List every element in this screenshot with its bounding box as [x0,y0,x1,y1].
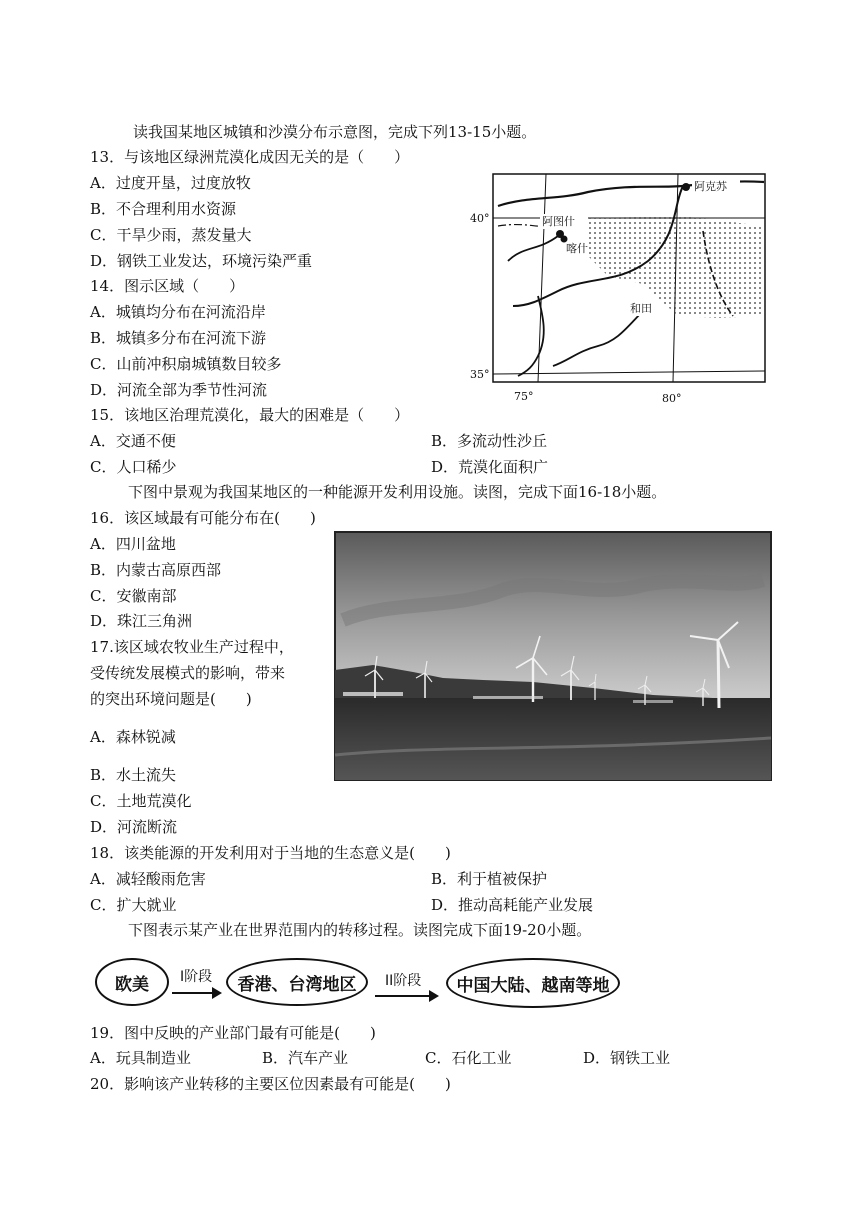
question-13-option-d: D．钢铁工业发达，环境污染严重 [90,252,313,270]
ground [335,698,771,780]
town-artux-label: 阿图什 [542,215,575,228]
question-18-option-c: C．扩大就业 [90,896,177,914]
town-aksu-marker [682,183,690,191]
desert-town-map [468,166,770,408]
question-15-option-c: C．人口稀少 [90,458,177,476]
question-14-option-d: D．河流全部为季节性河流 [90,381,268,399]
question-13-option-c: C．干旱少雨，蒸发量大 [90,226,252,244]
question-16-option-b: B．内蒙古高原西部 [90,561,222,579]
intro-16-18: 下图中景观为我国某地区的一种能源开发利用设施。读图，完成下面16-18小题。 [128,483,667,501]
question-15-stem: 15．该地区治理荒漠化，最大的困难是（ ） [90,406,410,424]
question-18-option-a: A．减轻酸雨危害 [90,870,206,888]
town-hotan-label: 和田 [630,302,652,315]
question-14-stem: 14．图示区域（ ） [90,277,245,295]
lat-label-35: 35° [470,368,490,381]
question-17-stem-line-1: 17.该区域农牧业生产过程中， [90,638,294,656]
question-13-option-a: A．过度开垦，过度放牧 [90,174,251,192]
question-13-stem: 13．与该地区绿洲荒漠化成因无关的是（ ） [90,148,410,166]
question-18-option-d: D．推动高耗能产业发展 [431,896,594,914]
question-17-stem-line-2: 受传统发展模式的影响，带来 [90,664,286,682]
flow-node-europe-america: 欧美 [95,958,169,1006]
town-kashgar-label: 喀什 [566,242,588,255]
question-19-option-c: C．石化工业 [425,1049,512,1067]
lon-label-75: 75° [514,390,534,403]
question-15-option-a: A．交通不便 [90,432,176,450]
question-17-option-d: D．河流断流 [90,818,178,836]
question-13-option-b: B．不合理利用水资源 [90,200,237,218]
intro-13-15: 读我国某地区城镇和沙漠分布示意图，完成下列13-15小题。 [133,123,537,141]
question-15-option-b: B．多流动性沙丘 [431,432,548,450]
question-19-option-d: D．钢铁工业 [583,1049,671,1067]
question-14-option-c: C．山前冲积扇城镇数目较多 [90,355,282,373]
question-19-option-b: B．汽车产业 [262,1049,349,1067]
question-19-option-a: A．玩具制造业 [90,1049,191,1067]
question-16-stem: 16．该区域最有可能分布在( ) [90,509,316,527]
question-18-option-b: B．利于植被保护 [431,870,548,888]
flow-node-hongkong-taiwan: 香港、台湾地区 [226,958,368,1006]
question-15-option-d: D．荒漠化面积广 [431,458,549,476]
lat-label-40: 40° [470,212,490,225]
intro-19-20: 下图表示某产业在世界范围内的转移过程。读图完成下面19-20小题。 [128,921,592,939]
question-16-option-d: D．珠江三角洲 [90,612,193,630]
lon-label-80: 80° [662,392,682,405]
town-aksu-label: 阿克苏 [694,180,727,193]
question-17-option-b: B．水土流失 [90,766,177,784]
question-14-option-a: A．城镇均分布在河流沿岸 [90,303,266,321]
question-14-option-b: B．城镇多分布在河流下游 [90,329,267,347]
question-18-stem: 18．该类能源的开发利用对于当地的生态意义是( ) [90,844,451,862]
question-16-option-a: A．四川盆地 [90,535,176,553]
flow-arrow-2 [375,995,437,997]
flow-node-mainland-vietnam: 中国大陆、越南等地 [446,958,620,1008]
question-16-option-c: C．安徽南部 [90,587,177,605]
question-17-stem-line-3: 的突出环境问题是( ) [90,690,252,708]
wind-farm-photo [333,530,773,782]
question-19-stem: 19．图中反映的产业部门最有可能是( ) [90,1024,376,1042]
question-17-option-c: C．土地荒漠化 [90,792,192,810]
flow-arrow-1 [172,992,220,994]
question-17-option-a: A．森林锐减 [90,728,176,746]
flow-stage-2-label: II阶段 [385,973,422,989]
question-20-stem: 20．影响该产业转移的主要区位因素最有可能是( ) [90,1075,451,1093]
flow-stage-1-label: I阶段 [180,969,213,985]
